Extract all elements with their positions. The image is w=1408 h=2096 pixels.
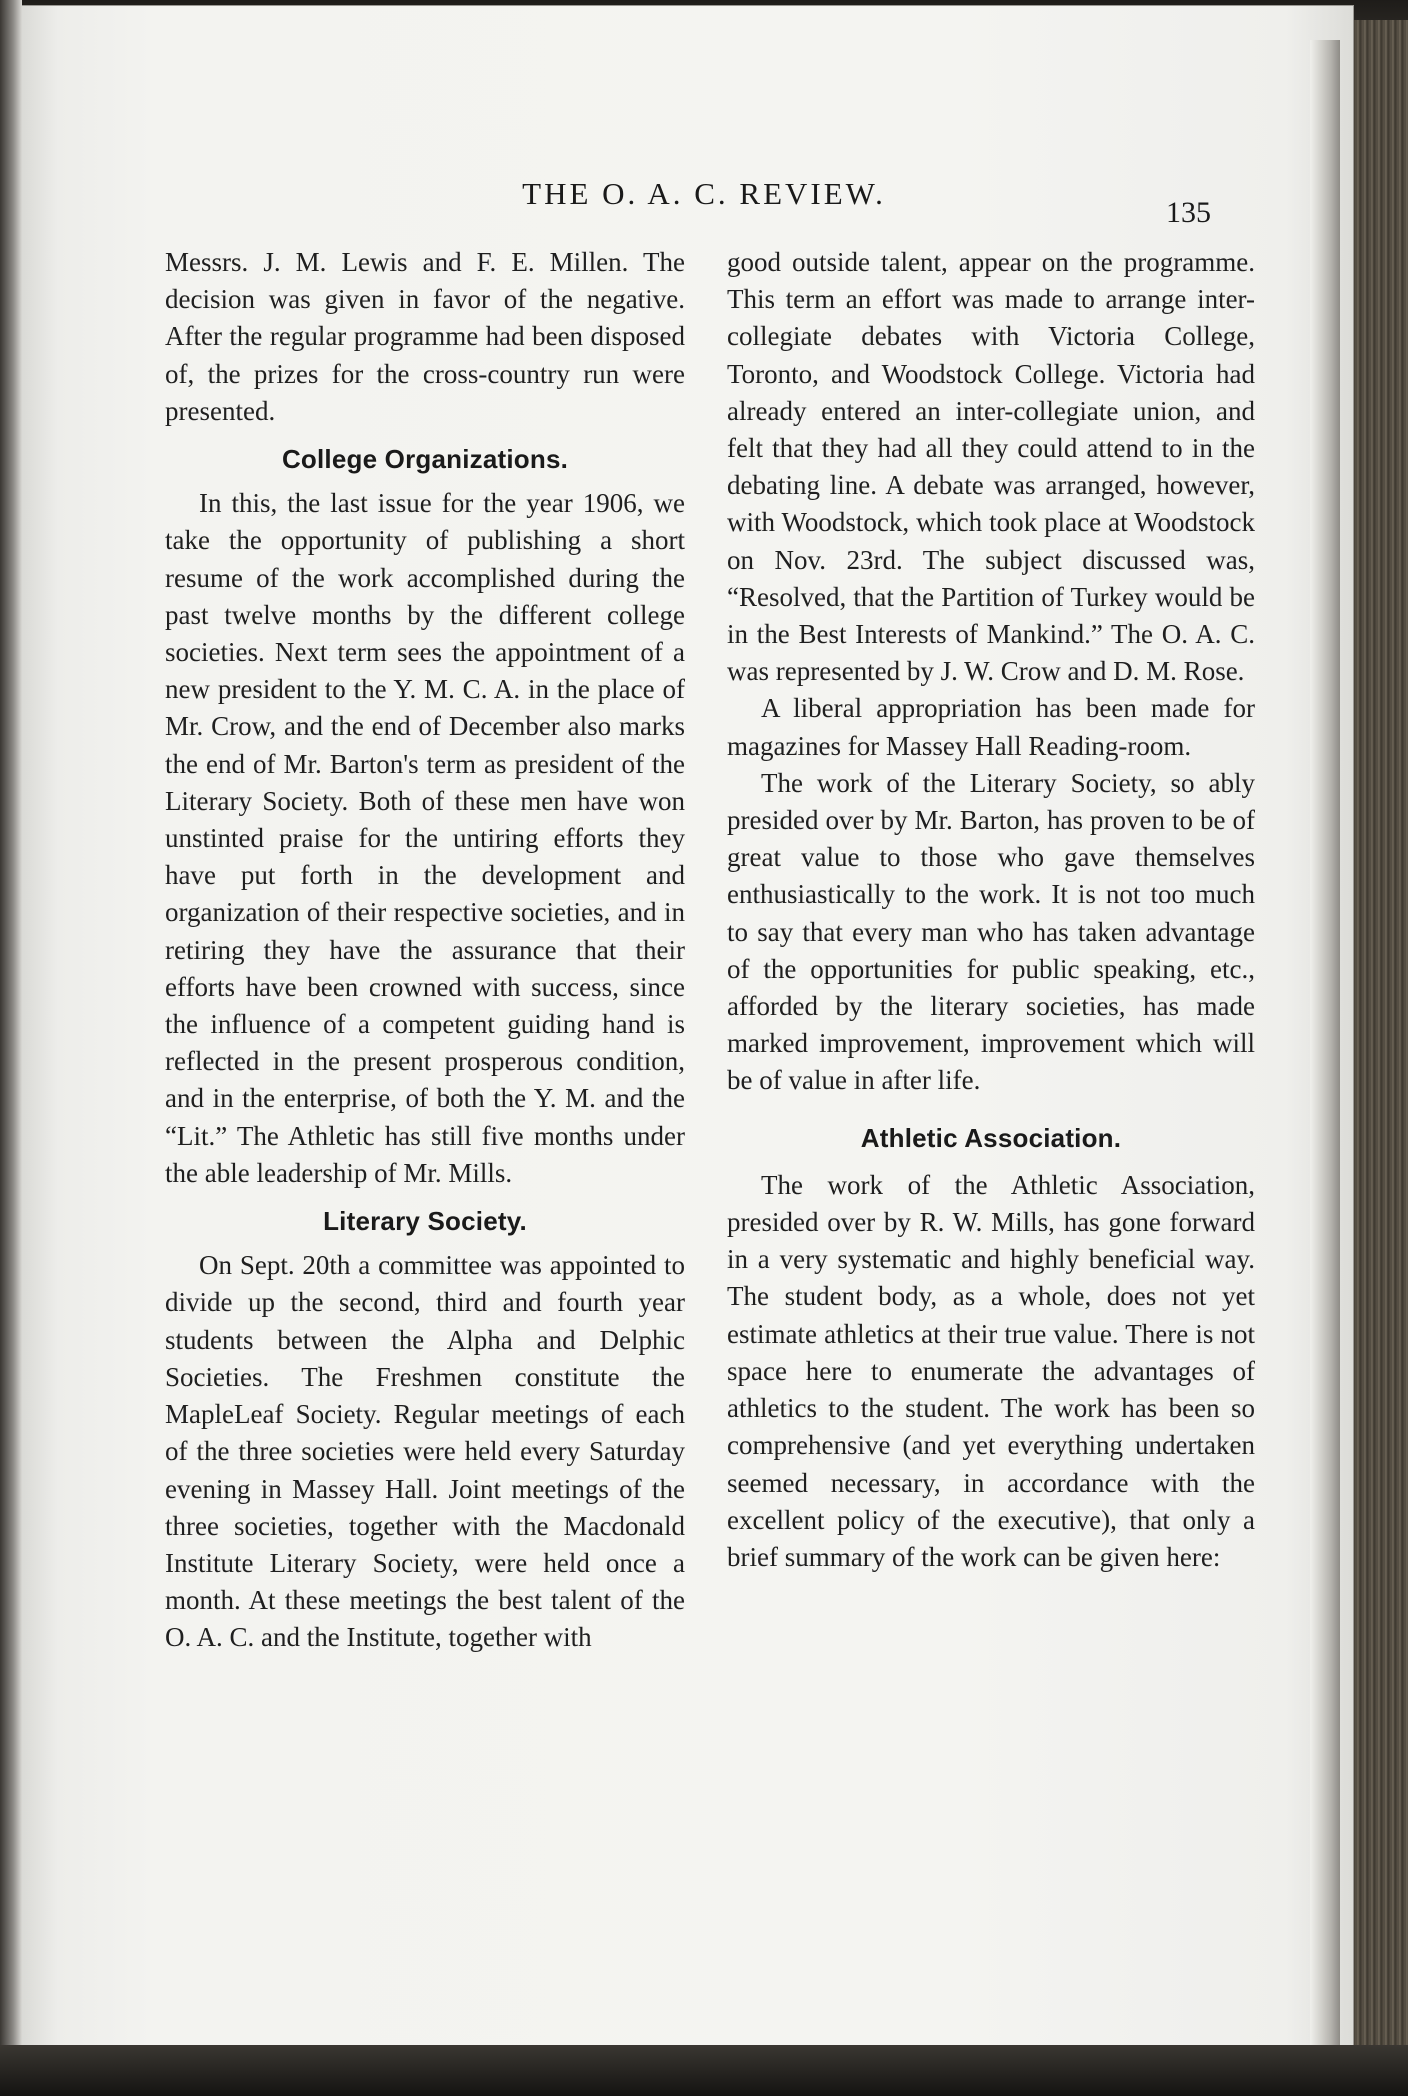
continuation-paragraph: good outside talent, appear on the programme. This term an effort was made to arrange inter-collegiate debates with Victoria College, Toronto, and Woodstock College. Victoria had already entered an inter-collegiate union, and felt that they had all they could attend to in the debating line. A debate was arranged, however, with Woodstock, which took place at Woodstock on Nov. 23rd. The subject discussed was, “Resolved, that the Partition of Turkey would be in the Best Interests of Mankind.” The O. A. C. was represented by J. W. Crow and D. M. Rose. [727,247,1255,687]
section-heading-literary-society: Literary Society. [323,1206,527,1237]
college-organizations-paragraph: In this, the last issue for the year 1906, we take the opportunity of publishing a short resume of the work accomplished during the past twelve months by the different college societies. Next term sees the appointment of a new president to the Y. M. C. A. in the place of Mr. Crow, and the end of December also marks the end of Mr. Barton's term as president of the Literary Society. Both of these men have won unstinted praise for the untiring efforts they have put forth in the development and organization of their respective societies, and in retiring they have the assurance that their efforts have been crowned with success, since the influence of a competent guiding hand is reflected in the present prosperous condition, and in the enterprise, of both the Y. M. and the “Lit.” The Athletic has still five months under the able leadership of Mr. Mills. [165,488,685,1188]
section-heading-college-organizations: College Organizations. [281,444,569,475]
right-column [727,244,1255,1576]
page-curl-shadow [1310,40,1340,2060]
running-head: THE O. A. C. REVIEW. [522,176,886,211]
page-number: 135 [1166,196,1211,229]
left-column [165,244,685,1657]
continuation-paragraph: Messrs. J. M. Lewis and F. E. Millen. The decision was given in favor of the negative. After the regular programme had been disposed of, the prizes for the cross-country run were presented. [165,247,685,426]
literary-society-paragraph: On Sept. 20th a committee was appointed to divide up the second, third and fourth year students between the Alpha and Delphic Societies. The Freshmen constitute the MapleLeaf Society. Regular meetings of each of the three societies were held every Saturday evening in Massey Hall. Joint meetings of the three societies, together with the Macdonald Institute Literary Society, were held once a month. At these meetings the best talent of the O. A. C. and the Institute, together with [165,1250,685,1653]
section-heading-athletic-association: Athletic Association. [860,1122,1122,1153]
athletic-association-paragraph: The work of the Athletic Association, presided over by R. W. Mills, has gone forward in a very systematic and highly beneficial way. The student body, as a whole, does not yet estimate athletics at their true value. There is not space here to enumerate the advantages of athletics to the student. The work has been so comprehensive (and yet everything undertaken seemed necessary, in accordance with the excellent policy of the executive), that only a brief summary of the work can be given here: [727,1169,1255,1572]
book-binding [0,0,22,2096]
literary-work-paragraph: The work of the Literary Society, so ably presided over by Mr. Barton, has proven to be of great value to those who gave themselves enthusiastically to the work. It is not too much to say that every man who has taken advantage of the opportunities for public speaking, etc., afforded by the literary societies, has made marked improvement, improvement which will be of value in after life. [727,767,1255,1096]
scan-background-bottom [0,2045,1408,2096]
appropriation-paragraph: A liberal appropriation has been made for magazines for Massey Hall Reading-room. [727,693,1255,761]
